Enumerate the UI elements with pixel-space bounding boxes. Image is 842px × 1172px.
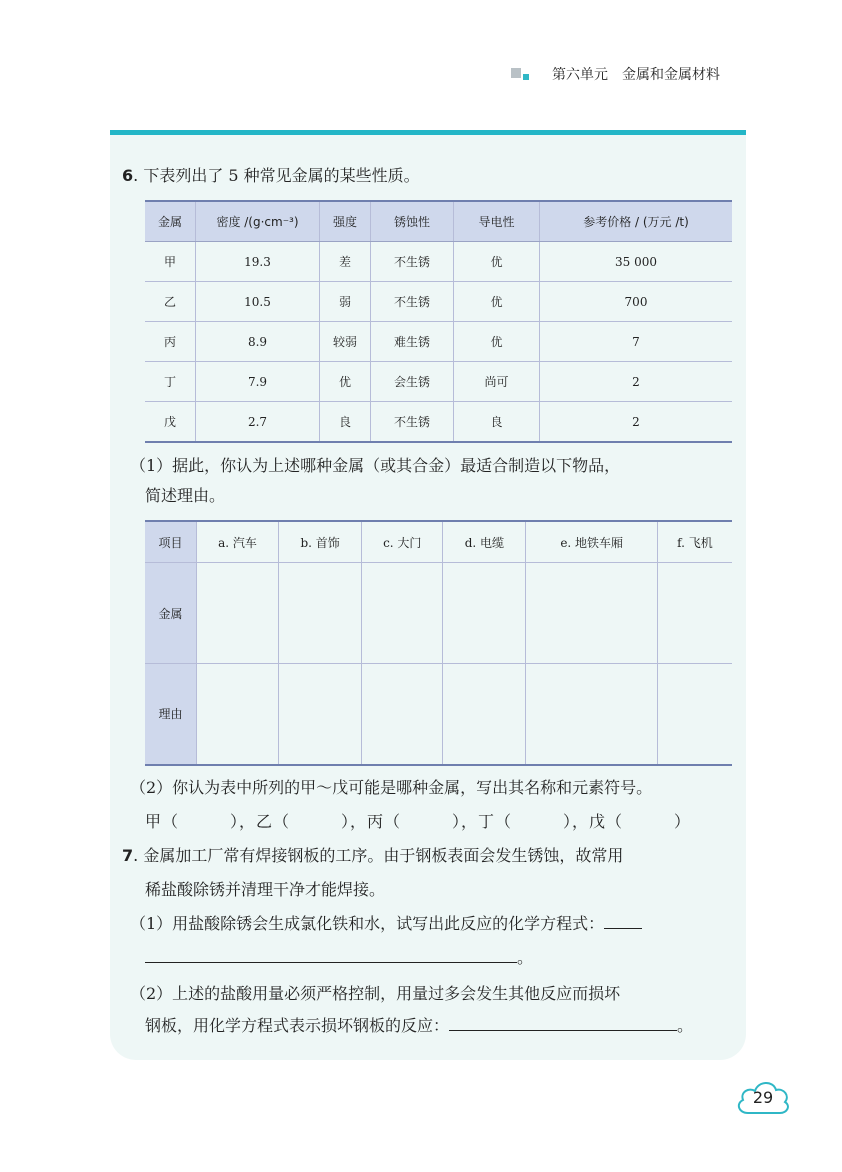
page-number: 29 xyxy=(752,1088,774,1107)
table-cell: 良 xyxy=(320,402,371,443)
answer-blank[interactable] xyxy=(604,928,642,929)
table-cell: 700 xyxy=(540,282,733,322)
q7-line2: 稀盐酸除锈并清理干净才能焊接。 xyxy=(145,880,386,899)
answer-cell[interactable] xyxy=(279,563,362,664)
table-cell: 较弱 xyxy=(320,322,371,362)
header-cell: c. 大门 xyxy=(362,521,443,563)
q6-sub2-line1: （2）你认为表中所列的甲～戊可能是哪种金属，写出其名称和元素符号。 xyxy=(130,778,653,797)
table-cell: 不生锈 xyxy=(371,402,454,443)
q6-sub1-line2: 简述理由。 xyxy=(145,486,226,505)
header-cell: 金属 xyxy=(145,201,196,242)
table-cell: 不生锈 xyxy=(371,242,454,282)
header-cell: 参考价格 / (万元 /t) xyxy=(540,201,733,242)
metal-properties-table xyxy=(145,200,732,443)
q6-sub2-line2: 甲（ ），乙（ ），丙（ ），丁（ ），戊（ ） xyxy=(145,812,692,831)
answer-cell[interactable] xyxy=(526,664,657,765)
table-cell: 优 xyxy=(320,362,371,402)
item-selection-table xyxy=(145,520,732,766)
answer-cell[interactable] xyxy=(657,563,732,664)
header-cell: f. 飞机 xyxy=(657,521,732,563)
answer-blank[interactable] xyxy=(449,1030,677,1031)
table-cell: 优 xyxy=(454,242,540,282)
table-cell: 差 xyxy=(320,242,371,282)
table-cell: 弱 xyxy=(320,282,371,322)
table-header-row xyxy=(145,521,732,563)
unit-title: 第六单元 金属和金属材料 xyxy=(552,67,720,83)
table-cell: 尚可 xyxy=(454,362,540,402)
header-cell: 强度 xyxy=(320,201,371,242)
answer-cell[interactable] xyxy=(279,664,362,765)
table-cell: 10.5 xyxy=(196,282,320,322)
table-cell: 7 xyxy=(540,322,733,362)
header-cell: a. 汽车 xyxy=(197,521,279,563)
table-cell: 甲 xyxy=(145,242,196,282)
q7-sub1 xyxy=(130,914,642,934)
header-cell: 导电性 xyxy=(454,201,540,242)
row-label: 金属 xyxy=(145,563,197,664)
table-cell: 丙 xyxy=(145,322,196,362)
period: 。 xyxy=(517,948,534,967)
table-cell: 2.7 xyxy=(196,402,320,443)
q7-number: 7 xyxy=(122,846,134,865)
table-cell: 7.9 xyxy=(196,362,320,402)
answer-blank[interactable] xyxy=(145,962,517,963)
period: 。 xyxy=(677,1016,694,1035)
q7-line1-text: . 金属加工厂常有焊接钢板的工序。由于钢板表面会发生锈蚀，故常用 xyxy=(133,846,624,865)
table-cell: 良 xyxy=(454,402,540,443)
table-cell: 35 000 xyxy=(540,242,733,282)
q6-intro-text: . 下表列出了 5 种常见金属的某些性质。 xyxy=(133,166,420,185)
q6-number: 6 xyxy=(122,166,134,185)
table-cell: 不生锈 xyxy=(371,282,454,322)
q7-sub1-text: （1）用盐酸除锈会生成氯化铁和水，试写出此反应的化学方程式： xyxy=(130,914,605,933)
table-row-reason xyxy=(145,664,732,765)
header-cell: 项目 xyxy=(145,521,197,563)
table-cell: 2 xyxy=(540,362,733,402)
answer-cell[interactable] xyxy=(526,563,657,664)
table-cell: 难生锈 xyxy=(371,322,454,362)
answer-cell[interactable] xyxy=(197,563,279,664)
header-cell: 密度 /(g·cm⁻³) xyxy=(196,201,320,242)
header-cell: e. 地铁车厢 xyxy=(526,521,657,563)
table-row xyxy=(145,242,732,282)
table-cell: 8.9 xyxy=(196,322,320,362)
row-label: 理由 xyxy=(145,664,197,765)
q6-sub1-line1: （1）据此，你认为上述哪种金属（或其合金）最适合制造以下物品， xyxy=(130,456,621,475)
table-header-row xyxy=(145,201,732,242)
table-row xyxy=(145,322,732,362)
table-row xyxy=(145,282,732,322)
answer-cell[interactable] xyxy=(443,563,526,664)
table-cell: 戊 xyxy=(145,402,196,443)
answer-cell[interactable] xyxy=(362,563,443,664)
header-cell: d. 电缆 xyxy=(443,521,526,563)
table-row-metal xyxy=(145,563,732,664)
table-cell: 19.3 xyxy=(196,242,320,282)
q7-sub1-cont xyxy=(145,948,533,968)
table-cell: 优 xyxy=(454,282,540,322)
table-cell: 优 xyxy=(454,322,540,362)
table-cell: 丁 xyxy=(145,362,196,402)
table-cell: 乙 xyxy=(145,282,196,322)
q7-sub2-line2 xyxy=(145,1016,693,1036)
header-cell: b. 首饰 xyxy=(279,521,362,563)
answer-cell[interactable] xyxy=(197,664,279,765)
q7-sub2-line1: （2）上述的盐酸用量必须严格控制，用量过多会发生其他反应而损坏 xyxy=(130,984,621,1003)
table-cell: 会生锈 xyxy=(371,362,454,402)
table-row xyxy=(145,402,732,443)
q6-intro xyxy=(122,166,420,186)
answer-cell[interactable] xyxy=(362,664,443,765)
answer-cell[interactable] xyxy=(443,664,526,765)
header-cell: 锈蚀性 xyxy=(371,201,454,242)
table-cell: 2 xyxy=(540,402,733,443)
q7-sub2-text: 钢板，用化学方程式表示损坏钢板的反应： xyxy=(145,1016,450,1035)
page-header xyxy=(0,62,842,88)
answer-cell[interactable] xyxy=(657,664,732,765)
table-row xyxy=(145,362,732,402)
q7-line1 xyxy=(122,846,623,866)
